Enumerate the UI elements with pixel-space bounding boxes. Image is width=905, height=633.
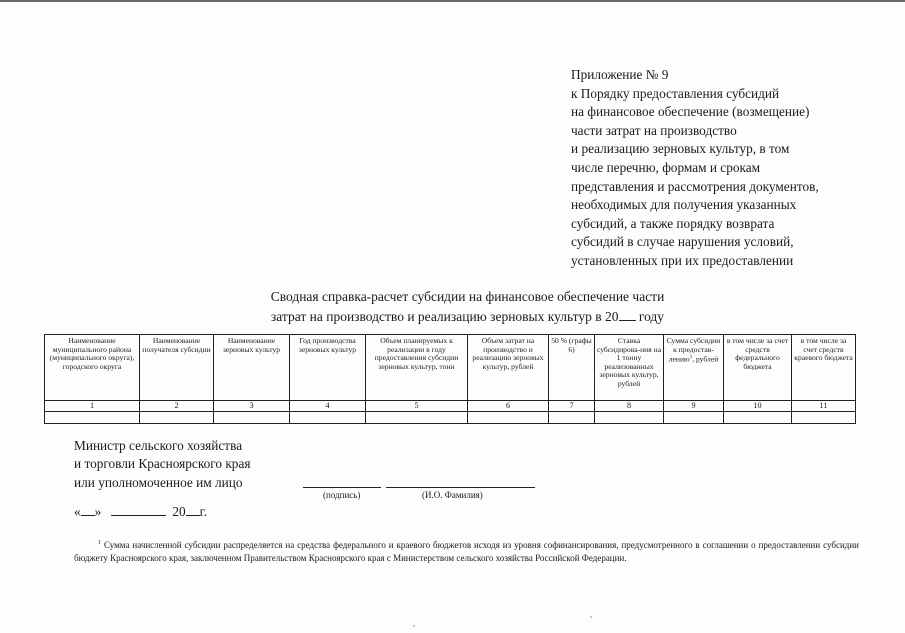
header-cell-tail: , рублей <box>692 354 719 364</box>
scan-top-edge <box>0 0 905 2</box>
name-blank-line[interactable] <box>386 487 535 488</box>
column-number: 2 <box>140 401 214 412</box>
column-number: 6 <box>468 401 549 412</box>
header-cell: Наименование зерновых культур <box>214 335 290 401</box>
appendix-line: части затрат на производство <box>571 122 737 138</box>
year-blank <box>619 307 636 321</box>
appendix-line: числе перечню, формам и срокам <box>571 159 761 175</box>
appendix-line: Приложение № 9 <box>571 67 669 82</box>
footnote-mark: 1 <box>98 540 101 546</box>
column-number: 3 <box>214 401 290 412</box>
table-cell[interactable] <box>549 412 595 424</box>
column-number: 7 <box>549 401 595 412</box>
document-title <box>200 288 735 326</box>
day-blank[interactable] <box>81 502 95 516</box>
header-cell: в том числе за счет средств краевого бюджета <box>792 335 856 401</box>
header-cell: Наименование получателя субсидии <box>140 335 214 401</box>
header-cell-text: Сумма субсидии к предостав-лению <box>666 336 721 364</box>
appendix-line: субсидий в случае нарушения условий, <box>571 234 794 250</box>
table-cell[interactable] <box>724 412 792 424</box>
table-cell[interactable] <box>792 412 856 424</box>
table-cell[interactable] <box>290 412 366 424</box>
title-line-2 <box>200 307 735 327</box>
header-cell: Объем планируемых к реализации в году предоставления субсидии зерновых культур, тонн <box>366 335 468 401</box>
appendix-line: к Порядку предоставления субсидий <box>571 85 780 101</box>
appendix-line: на финансовое обеспечение (возмещение) <box>571 104 810 120</box>
column-number: 9 <box>664 401 724 412</box>
column-number: 1 <box>45 401 140 412</box>
table-cell[interactable] <box>595 412 664 424</box>
header-cell: 50 % (графы 6) <box>549 335 595 401</box>
title-line-1: Сводная справка-расчет субсидии на финансовое обеспечение части <box>270 289 665 304</box>
table-cell[interactable] <box>140 412 214 424</box>
header-cell <box>664 335 724 401</box>
scan-speck <box>590 616 592 618</box>
signatory-line: Министр сельского хозяйства <box>74 438 243 453</box>
footnote <box>74 537 859 565</box>
title-line-2-text: затрат на производство и реализацию зерновых культур в 20 <box>270 308 619 324</box>
table-cell[interactable] <box>664 412 724 424</box>
column-number: 5 <box>366 401 468 412</box>
appendix-line: субсидий, а также порядку возврата <box>571 215 775 231</box>
column-number: 8 <box>595 401 664 412</box>
signatory-line: и торговли Красноярского края <box>74 456 251 472</box>
header-cell: Год производства зерновых культур <box>290 335 366 401</box>
table-cell[interactable] <box>468 412 549 424</box>
table-header-row <box>45 335 856 401</box>
date-line <box>74 502 207 520</box>
name-caption: (И.О. Фамилия) <box>422 490 483 500</box>
header-cell: Ставка субсидирова-ния на 1 тонну реализованных зерновых культур, рублей <box>595 335 664 401</box>
signature-blank-line[interactable] <box>303 487 381 488</box>
scan-speck <box>413 625 415 627</box>
subsidy-calculation-table <box>44 334 856 424</box>
appendix-line: необходимых для получения указанных <box>571 197 797 213</box>
header-cell: Наименование муниципального района (муниципального округа), городского округа <box>45 335 140 401</box>
table-cell[interactable] <box>366 412 468 424</box>
year-prefix: 20 <box>172 504 186 519</box>
table-cell[interactable] <box>45 412 140 424</box>
footnote-ref: 1 <box>689 355 693 361</box>
header-cell: в том числе за счет средств федерального бюджета <box>724 335 792 401</box>
appendix-line: и реализацию зерновых культур, в том <box>571 141 790 157</box>
table-row <box>45 412 856 424</box>
appendix-note <box>571 66 891 271</box>
year-blank[interactable] <box>186 502 200 516</box>
signatory-line: или уполномоченное им лицо <box>74 474 243 490</box>
signatory-block <box>74 437 250 492</box>
signature-caption: (подпись) <box>323 490 361 500</box>
column-number: 4 <box>290 401 366 412</box>
column-number-row <box>45 401 856 412</box>
date-quote-open: « <box>74 504 81 519</box>
header-cell: Объем затрат на производство и реализацию зерновых культур, рублей <box>468 335 549 401</box>
column-number: 11 <box>792 401 856 412</box>
appendix-line: установленных при их предоставлении <box>571 252 794 268</box>
appendix-line: представления и рассмотрения документов, <box>571 178 819 194</box>
title-line-2-end: году <box>635 308 665 324</box>
table-cell[interactable] <box>214 412 290 424</box>
year-suffix: г. <box>199 504 207 519</box>
date-quote-close: » <box>94 504 102 519</box>
column-number: 10 <box>724 401 792 412</box>
month-blank[interactable] <box>111 502 166 516</box>
footnote-text: Сумма начисленной субсидии распределяется на средства федерального и краевого бюджетов исходя из уровня софинансирования, предусмотренного в соглашении о предоставлении субсидии бюджету Красноярского края, заключенном Правительством Красноярского края с Министерством сельского хозяйства Российской Федерации. <box>74 540 859 563</box>
